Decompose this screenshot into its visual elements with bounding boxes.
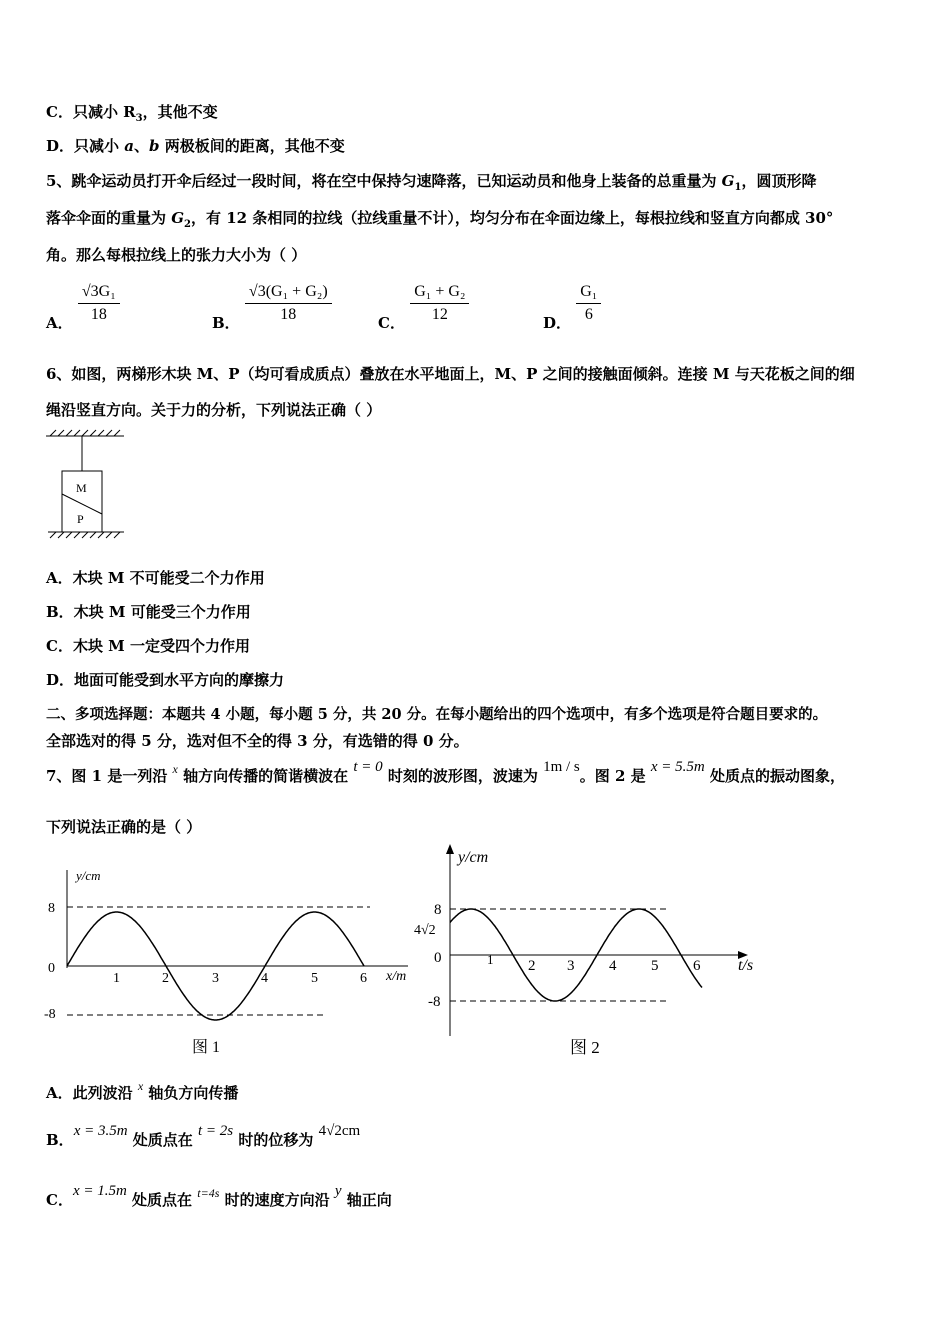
- ceiling: [46, 430, 124, 436]
- q6-figure: [44, 428, 134, 544]
- q6-stem-line2: 绳沿竖直方向。关于力的分析，下列说法正确（ ）: [46, 401, 382, 419]
- section2-header-line1: 二、多项选择题：本题共 4 小题，每小题 5 分，共 20 分。在每小题给出的四个选项中，有多个选项是符合题目要求的。: [46, 706, 828, 723]
- fig1-xtick: 2: [162, 971, 169, 986]
- fig2-y-arrow: [446, 844, 454, 854]
- fig2-ylabel: y/cm: [458, 849, 489, 866]
- block-contact-surface: [62, 494, 102, 514]
- fig2-y-top: 8: [434, 902, 442, 918]
- q6-option-b: B．木块 M 可能受三个力作用: [46, 603, 251, 621]
- block-m-label: M: [76, 481, 87, 495]
- q5-option-a: A． $\frac{\text{√3G₁}}{18}$: [46, 283, 120, 324]
- q6-option-c: C．木块 M 一定受四个力作用: [46, 637, 250, 655]
- ground: [48, 532, 124, 538]
- q7-option-c: C．x = 1.5m 处质点在 $^{t=4s}$ 时的速度方向沿 y 轴正向: [46, 1183, 392, 1209]
- fig1-xtick: 3: [212, 971, 219, 986]
- fig1-xticks: [113, 971, 367, 986]
- fig1-xtick: 1: [113, 971, 120, 986]
- fig1-xlabel: x/m: [386, 969, 407, 984]
- q5-option-c: C． $\frac{\text{G₁ + G₂}}{12}$: [378, 283, 469, 324]
- section2-header-line2: 全部选对的得 5 分，选对但不全的得 3 分，有选错的得 0 分。: [46, 732, 469, 750]
- q5-stem-line3: 角。那么每根拉线上的张力大小为（ ）: [46, 246, 307, 264]
- fig1-y-top: 8: [48, 901, 55, 916]
- q5-option-b: B． $\frac{\text{√3(G₁ + G₂)}}{18}$: [212, 283, 332, 324]
- fig2-xtick: 1: [487, 952, 494, 967]
- fig1-y-bot: -8: [44, 1007, 56, 1022]
- fig2-xtick: 6: [693, 958, 701, 974]
- fig2-xlabel: t/s: [738, 957, 754, 974]
- fig1-xtick: 5: [311, 971, 318, 986]
- fig2-xtick: 3: [567, 958, 575, 974]
- fig1-xtick: 6: [360, 971, 367, 986]
- fig2-y-bot: -8: [428, 994, 441, 1010]
- q7-stem-line2: 下列说法正确的是（ ）: [46, 818, 202, 836]
- q6-option-a: A．木块 M 不可能受二个力作用: [46, 569, 265, 587]
- q5-stem-line2: 落伞伞面的重量为 $G_2$，有 12 条相同的拉线（拉线重量不计），均匀分布在伞面边缘上，每根拉线和竖直方向都成 30°: [46, 209, 834, 230]
- wave-figure-1: [40, 858, 420, 1063]
- q5-stem-line1: 5、跳伞运动员打开伞后经过一段时间，将在空中保持匀速降落，已知运动员和他身上装备的总重量为 $G_1$，圆顶形降: [46, 172, 817, 193]
- fig2-xtick: 5: [651, 958, 659, 974]
- fig1-xtick: 4: [261, 971, 268, 986]
- fig2-xtick: 4: [609, 958, 617, 974]
- q7-option-b: B．x = 3.5m 处质点在 t = 2s 时的位移为 4√2cm: [46, 1123, 361, 1149]
- fig1-y-zero: 0: [48, 961, 55, 976]
- vibration-figure-2: [410, 840, 770, 1065]
- fig2-caption: 图 2: [570, 1038, 600, 1057]
- q4-option-d: D．只减小 a、b 两极板间的距离，其他不变: [46, 137, 345, 155]
- fig2-y-zero: 0: [434, 950, 442, 966]
- q7-stem-line1: 7、图 1 是一列沿 $^x$ 轴方向传播的简谐横波在 t = 0 时刻的波形图，波速为 1m / s。图 2 是 x = 5.5m 处质点的振动图象，: [46, 759, 845, 785]
- q6-stem-line1: 6、如图，两梯形木块 M、P（均可看成质点）叠放在水平地面上，M、P 之间的接触面倾斜。连接 M 与天花板之间的细: [46, 365, 855, 383]
- fig1-ylabel: y/cm: [76, 868, 101, 883]
- fig1-caption: 图 1: [192, 1039, 221, 1056]
- fig2-y-mid: 4√2: [414, 923, 436, 938]
- q4-option-c: C．只减小 $R_3$，其他不变: [46, 103, 218, 124]
- q6-option-d: D．地面可能受到水平方向的摩擦力: [46, 671, 285, 689]
- q5-option-d: D． $\frac{\text{G₁}}{6}$: [543, 283, 601, 324]
- block-p-label: P: [77, 512, 84, 526]
- fig2-xtick: 2: [528, 958, 536, 974]
- q7-option-a: A．此列波沿 $^x$ 轴负方向传播: [46, 1079, 239, 1102]
